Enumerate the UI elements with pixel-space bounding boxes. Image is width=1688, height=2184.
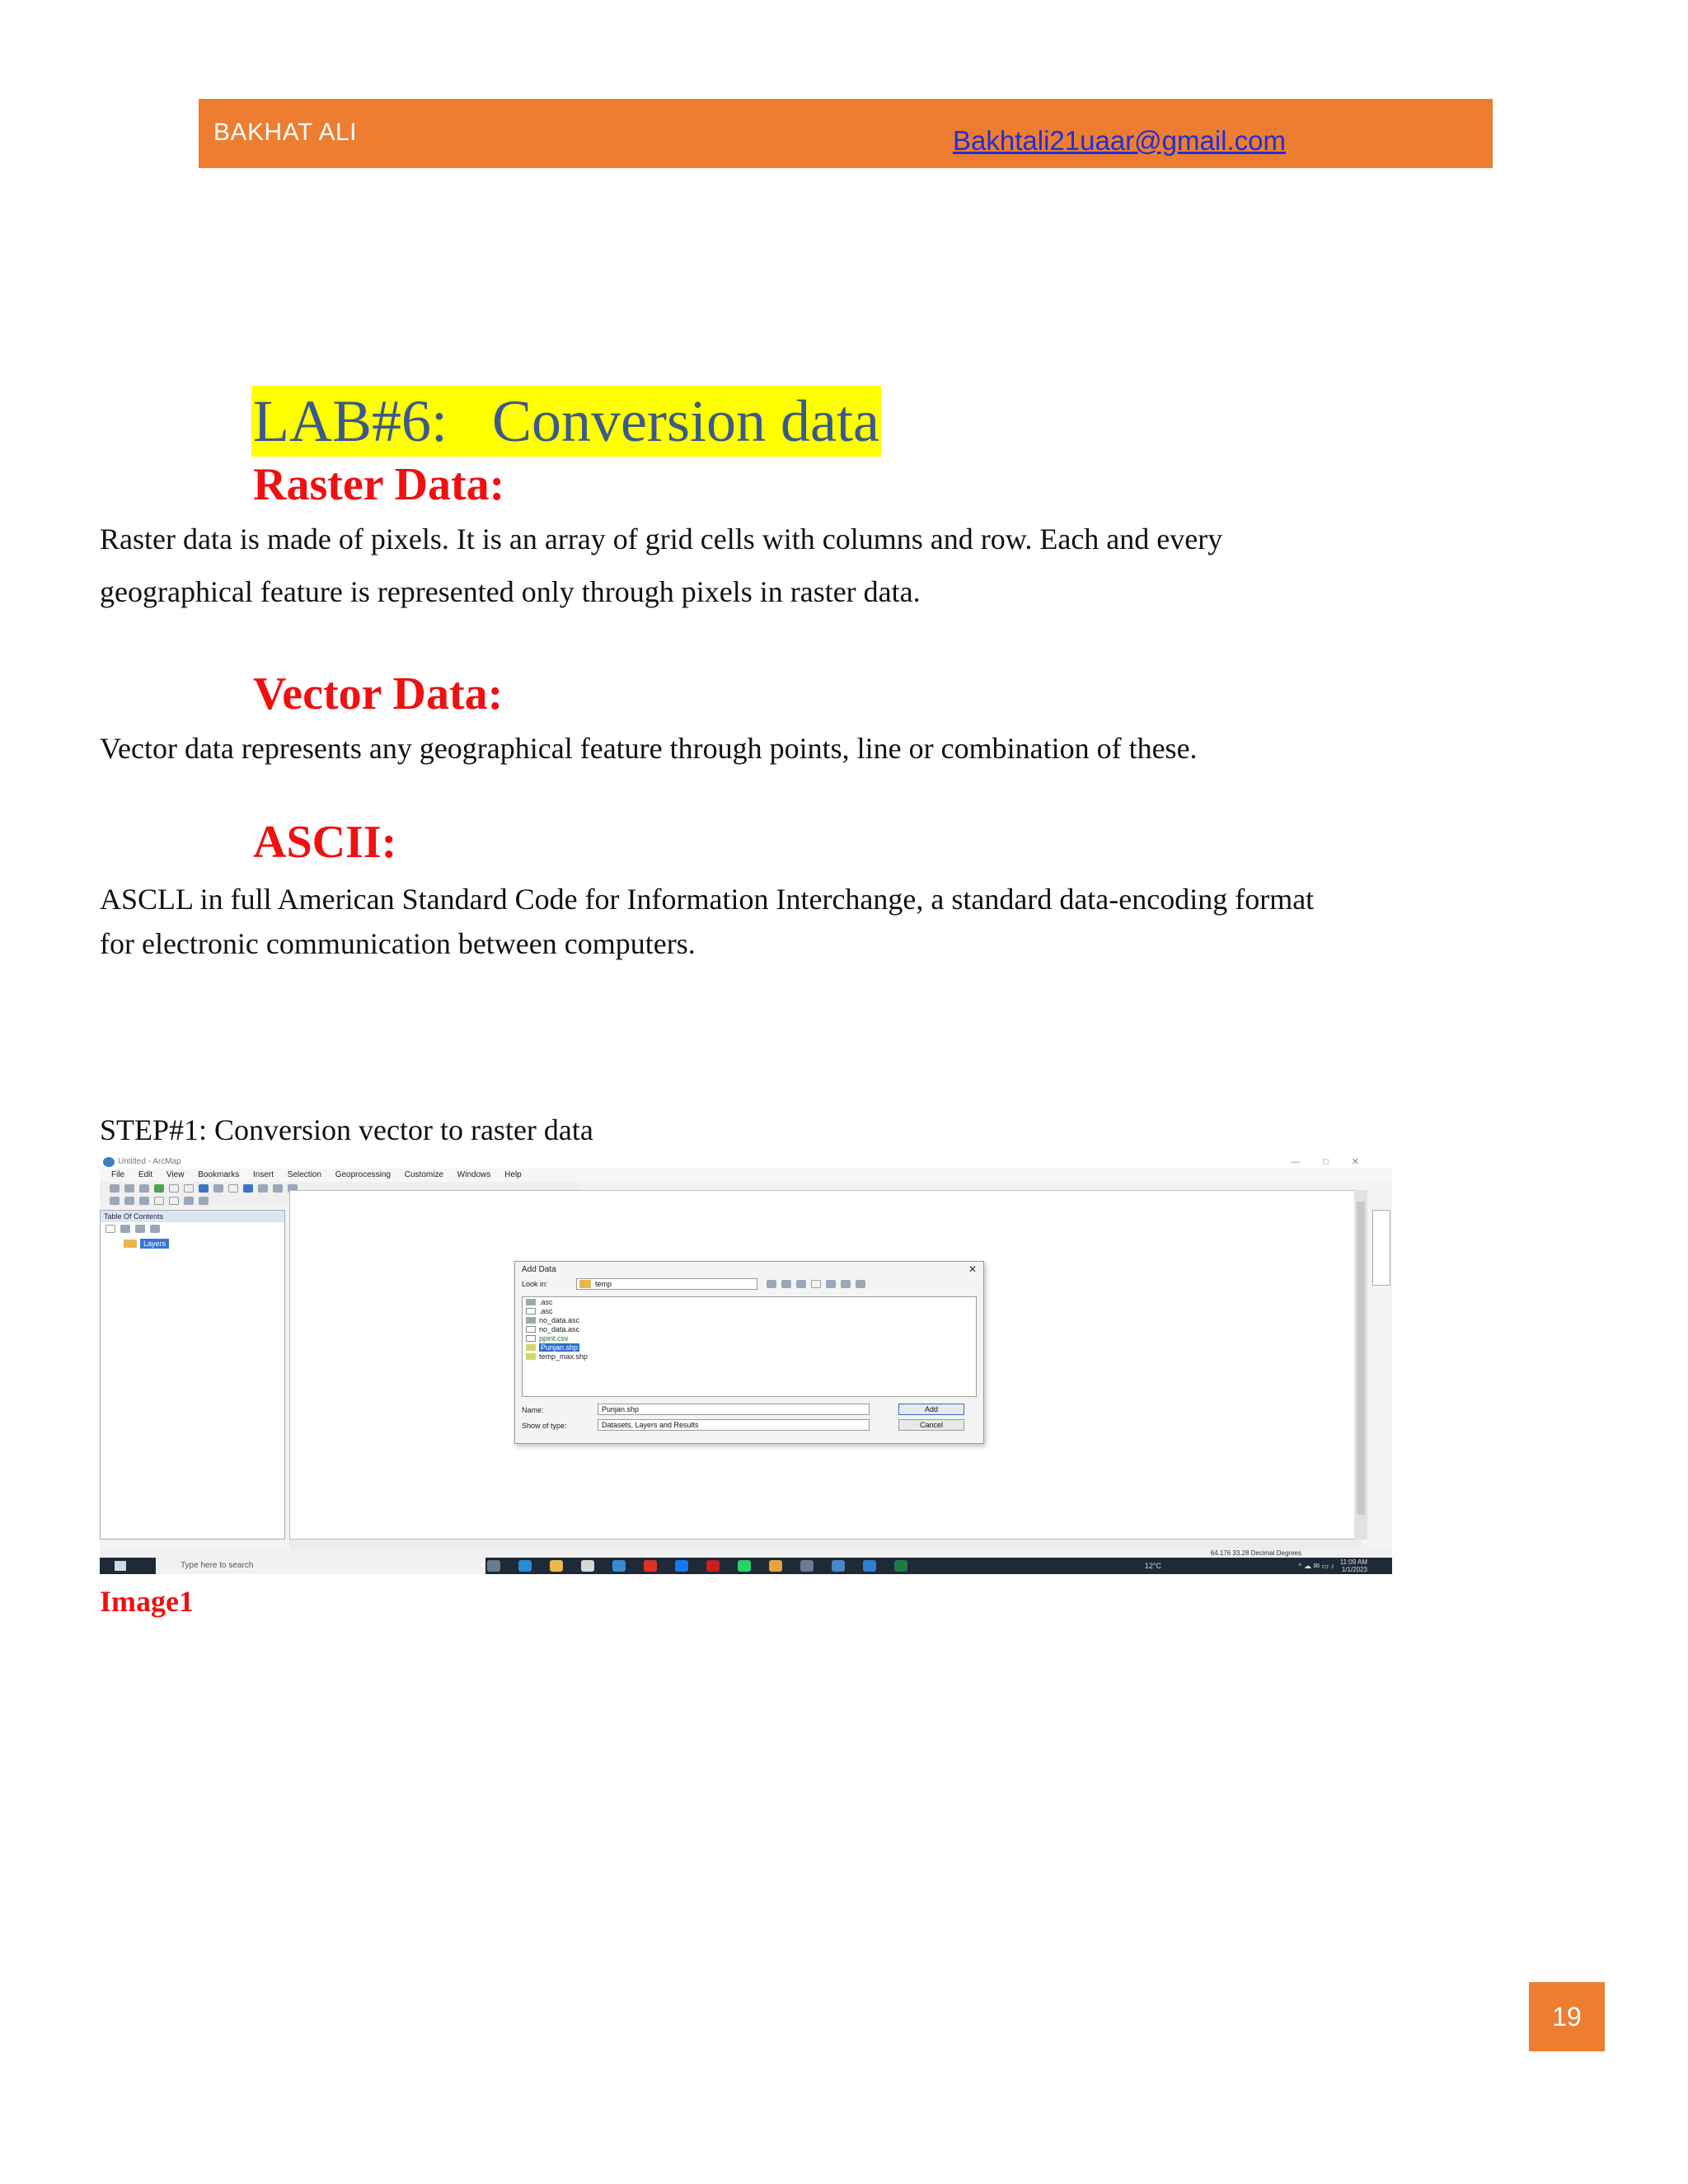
look-in-folder-icon: [579, 1280, 591, 1288]
taskbar-clock[interactable]: [1340, 1558, 1367, 1573]
file-item[interactable]: .asc: [523, 1306, 976, 1315]
zoom-out-icon[interactable]: [124, 1184, 134, 1193]
look-in-label: Look in:: [522, 1280, 548, 1288]
new-folder-icon[interactable]: [826, 1280, 836, 1288]
cancel-button[interactable]: Cancel: [898, 1419, 964, 1431]
youtube-icon[interactable]: [644, 1560, 657, 1572]
forward-arrow-icon[interactable]: [213, 1184, 223, 1193]
menu-view[interactable]: View: [166, 1170, 185, 1179]
toc-toolbar: [101, 1222, 284, 1235]
monitor-icon[interactable]: [863, 1560, 876, 1572]
menu-windows[interactable]: Windows: [457, 1170, 491, 1179]
ascii-heading: ASCII:: [253, 817, 397, 868]
view-options-icon[interactable]: [811, 1280, 821, 1288]
opera-icon[interactable]: [706, 1560, 720, 1572]
draft-mode-icon[interactable]: [169, 1197, 179, 1205]
fixed-zoom-out-icon[interactable]: [184, 1184, 194, 1193]
file-item[interactable]: no_data.asc: [523, 1315, 976, 1324]
step-label: STEP#1: Conversion vector to raster data: [100, 1113, 593, 1146]
menu-selection[interactable]: Selection: [287, 1170, 321, 1179]
vector-line-1: Vector data represents any geographical feature through points, line or combination of these.: [100, 732, 1198, 765]
file-list: [522, 1296, 977, 1397]
catalog-icon[interactable]: [199, 1197, 209, 1205]
menu-help[interactable]: Help: [504, 1170, 522, 1179]
layout-zoom-icon[interactable]: [110, 1197, 120, 1205]
file-item[interactable]: .asc: [523, 1297, 976, 1306]
database-icon[interactable]: [856, 1280, 865, 1288]
list-by-source-icon[interactable]: [120, 1225, 130, 1233]
whatsapp-icon[interactable]: [738, 1560, 751, 1572]
document-file-icon: [526, 1326, 536, 1333]
dialog-title: Add Data: [522, 1265, 556, 1274]
layers-folder-icon: [124, 1240, 137, 1248]
arcmap-screenshot: [100, 1155, 1392, 1574]
connect-folder-icon[interactable]: [796, 1280, 806, 1288]
editor-icon[interactable]: [184, 1197, 194, 1205]
map-vertical-scrollbar[interactable]: [1354, 1190, 1367, 1540]
new-geodatabase-icon[interactable]: [841, 1280, 851, 1288]
back-arrow-icon[interactable]: [199, 1184, 209, 1193]
chrome-icon[interactable]: [769, 1560, 782, 1572]
status-bar: [100, 1549, 1392, 1558]
menu-edit[interactable]: Edit: [138, 1170, 153, 1179]
menu-bookmarks[interactable]: Bookmarks: [198, 1170, 240, 1179]
measure-icon[interactable]: [273, 1184, 283, 1193]
home-folder-icon[interactable]: [781, 1280, 791, 1288]
file-item[interactable]: temp_max.shp: [523, 1352, 976, 1361]
window-title: Untitled - ArcMap: [118, 1157, 181, 1166]
list-by-drawing-order-icon[interactable]: [106, 1225, 115, 1233]
taskbar-apps: [487, 1560, 926, 1572]
up-one-level-icon[interactable]: [767, 1280, 776, 1288]
system-tray-icons[interactable]: ^ ☁ ✉ ▭ ♪: [1298, 1562, 1334, 1570]
table-of-contents-panel: [100, 1210, 285, 1540]
add-button[interactable]: Add: [898, 1404, 964, 1415]
scrollbar-thumb[interactable]: [1357, 1202, 1365, 1515]
shapefile-icon: [526, 1353, 536, 1360]
edge-icon[interactable]: [518, 1560, 532, 1572]
windows-taskbar: [100, 1558, 1392, 1574]
arcmap-app-icon: [103, 1157, 115, 1167]
table-file-icon: [526, 1335, 536, 1342]
layout-extent-icon[interactable]: [154, 1197, 164, 1205]
catalog-side-tab[interactable]: [1372, 1210, 1390, 1286]
menu-insert[interactable]: Insert: [253, 1170, 274, 1179]
raster-file-icon: [526, 1299, 536, 1305]
taskbar-search-input[interactable]: Type here to search: [156, 1558, 485, 1574]
select-features-icon[interactable]: [228, 1184, 238, 1193]
document-file-icon: [526, 1308, 536, 1315]
mail-icon[interactable]: [612, 1560, 626, 1572]
look-in-value: temp: [595, 1280, 612, 1288]
clock-time: 11:09 AM: [1339, 1558, 1367, 1566]
show-type-select[interactable]: Datasets, Layers and Results: [598, 1419, 870, 1431]
layout-page-icon[interactable]: [139, 1197, 149, 1205]
map-horizontal-scrollbar[interactable]: [289, 1540, 1361, 1549]
find-icon[interactable]: [258, 1184, 268, 1193]
window-controls[interactable]: —□✕: [1291, 1157, 1382, 1167]
layers-node[interactable]: [124, 1239, 284, 1249]
fixed-zoom-icon[interactable]: [169, 1184, 179, 1193]
calculator-icon[interactable]: [800, 1560, 814, 1572]
list-by-selection-icon[interactable]: [150, 1225, 160, 1233]
image-caption: Image1: [100, 1585, 194, 1618]
list-by-visibility-icon[interactable]: [135, 1225, 145, 1233]
raster-file-icon: [526, 1317, 536, 1324]
dialog-toolbar: [767, 1280, 870, 1288]
task-view-icon[interactable]: [487, 1560, 500, 1572]
status-coordinates: 64.176 33.28 Decimal Degrees: [1210, 1549, 1301, 1557]
windows-start-icon[interactable]: [115, 1561, 126, 1571]
layout-pan-icon[interactable]: [124, 1197, 134, 1205]
raster-line-2: geographical feature is represented only through pixels in raster data.: [100, 575, 921, 608]
pan-icon[interactable]: [139, 1184, 149, 1193]
dialog-close-icon[interactable]: ✕: [968, 1263, 977, 1275]
name-label: Name:: [522, 1406, 544, 1414]
file-item-selected[interactable]: Punjan.shp: [523, 1343, 976, 1352]
menu-geoprocessing[interactable]: Geoprocessing: [335, 1170, 391, 1179]
lab-title: LAB#6: Conversion data: [251, 386, 881, 457]
arcmap-task-icon[interactable]: [832, 1560, 845, 1572]
name-input[interactable]: Punjan.shp: [598, 1404, 870, 1415]
add-data-dialog: [514, 1261, 984, 1444]
vector-heading: Vector Data:: [253, 668, 504, 719]
raster-line-1: Raster data is made of pixels. It is an array of grid cells with columns and row. Each and every: [100, 523, 1223, 555]
window-titlebar: [100, 1155, 1392, 1169]
look-in-select[interactable]: [576, 1278, 757, 1290]
layers-label: Layers: [140, 1239, 169, 1249]
ascii-line-2: for electronic communication between computers.: [100, 927, 696, 960]
excel-icon[interactable]: [894, 1560, 907, 1572]
weather-temperature[interactable]: 12°C: [1144, 1562, 1161, 1570]
file-item[interactable]: ppint.csv: [523, 1333, 976, 1343]
store-icon[interactable]: [581, 1560, 594, 1572]
full-extent-icon[interactable]: [154, 1184, 164, 1193]
menu-bar: [100, 1169, 1392, 1182]
show-type-label: Show of type:: [522, 1422, 567, 1430]
file-item[interactable]: no_data.asc: [523, 1324, 976, 1333]
shapefile-icon: [526, 1344, 536, 1351]
identify-icon[interactable]: [243, 1184, 253, 1193]
zoom-in-icon[interactable]: [110, 1184, 120, 1193]
page-number: 19: [1529, 1982, 1605, 2051]
raster-heading: Raster Data:: [253, 459, 505, 510]
ascii-line-1: ASCLL in full American Standard Code for Information Interchange, a standard data-encoding format: [100, 883, 1315, 916]
facebook-icon[interactable]: [675, 1560, 688, 1572]
menu-customize[interactable]: Customize: [404, 1170, 444, 1179]
clock-date: 1/1/2023: [1341, 1566, 1367, 1573]
header-bar: [199, 99, 1493, 168]
toc-title: Table Of Contents: [101, 1211, 284, 1222]
author-email-link[interactable]: Bakhtali21uaar@gmail.com: [953, 125, 1287, 156]
author-name: BAKHAT ALI: [213, 119, 357, 146]
file-explorer-icon[interactable]: [550, 1560, 563, 1572]
menu-file[interactable]: File: [111, 1170, 125, 1179]
